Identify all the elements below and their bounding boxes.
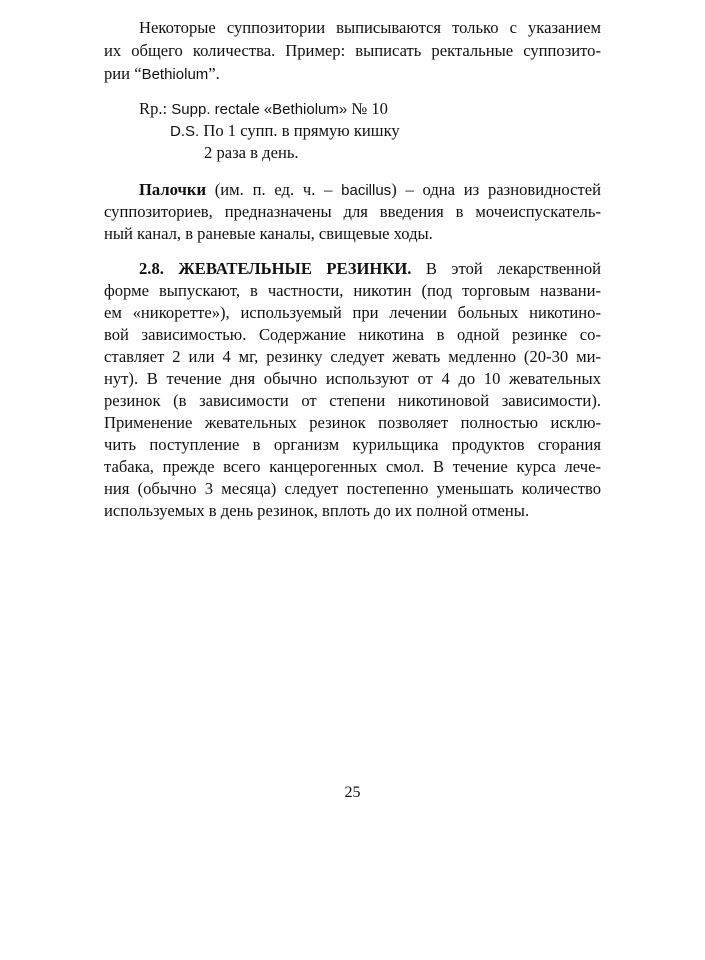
- paragraph-2-line-2: [104, 202, 601, 222]
- paragraph-1-line-3: [104, 64, 601, 84]
- rp-label: Rp.:: [139, 99, 172, 118]
- latin-term: Supp. rectale «Bethiolum»: [171, 101, 348, 118]
- text: В этой лекарственной: [411, 259, 601, 278]
- text: 2 раза в день.: [204, 143, 299, 162]
- text: ем «никоретте»), используемый при лечении больных никотино-: [104, 303, 601, 322]
- text: ния (обычно 3 месяца) следует постепенно уменьшать количество: [104, 479, 601, 498]
- text: ”.: [208, 64, 220, 83]
- prescription-line-3: [204, 143, 299, 163]
- text: Применение жевательных резинок позволяет полностью исклю-: [104, 413, 601, 432]
- section-line: [104, 281, 601, 301]
- prescription-line-1: [139, 99, 388, 120]
- paragraph-1-line-2: [104, 41, 601, 61]
- text: (им. п. ед. ч. –: [206, 180, 342, 199]
- section-line: [104, 413, 601, 433]
- text: ставляет 2 или 4 мг, резинку следует жевать медленно (20-30 ми-: [104, 347, 601, 366]
- ds-label: D.S.: [170, 123, 204, 140]
- text: резинок (в зависимости от степени никотиновой зависимости).: [104, 391, 601, 410]
- paragraph-1-line-1: [139, 18, 601, 38]
- term: Палочки: [139, 180, 207, 199]
- section-line: [104, 347, 601, 367]
- section-line: [104, 369, 601, 389]
- paragraph-2-line-1: [139, 180, 601, 200]
- section-heading: 2.8. ЖЕВАТЕЛЬНЫЕ РЕЗИНКИ.: [139, 259, 412, 278]
- prescription-line-2: [170, 121, 400, 142]
- section-line: [104, 303, 601, 323]
- text: № 10: [347, 99, 388, 118]
- section-line: [104, 457, 601, 477]
- text: нут). В течение дня обычно используют от 4 до 10 жевательных: [104, 369, 601, 388]
- text: рии “: [104, 64, 142, 83]
- text: ный канал, в раневые каналы, свищевые ходы.: [104, 224, 433, 243]
- text: табака, прежде всего канцерогенных смол. В течение курса лече-: [104, 457, 601, 476]
- text: чить поступление в организм курильщика продуктов сгорания: [104, 435, 601, 454]
- text: вой зависимостью. Содержание никотина в одной резинке со-: [104, 325, 601, 344]
- text: их общего количества. Пример: выписать ректальные суппозито-: [104, 41, 601, 60]
- section-line: [104, 479, 601, 499]
- latin-term: Bethiolum: [141, 66, 209, 83]
- text: форме выпускают, в частности, никотин (под торговым названи-: [104, 281, 601, 300]
- text: По 1 супп. в прямую кишку: [203, 121, 400, 140]
- section-line: [104, 435, 601, 455]
- text: ) – одна из разновидностей: [391, 180, 601, 199]
- text: используемых в день резинок, вплоть до их полной отмены.: [104, 501, 530, 520]
- section-line: [104, 391, 601, 411]
- latin-term: bacillus: [341, 182, 392, 199]
- section-heading-line: [139, 259, 601, 279]
- paragraph-2-line-3: [104, 224, 601, 244]
- text: суппозиториев, предназначены для введения в мочеиспускатель-: [104, 202, 601, 221]
- page-number: 25: [344, 784, 361, 801]
- text: Некоторые суппозитории выписываются только с указанием: [139, 18, 601, 37]
- section-line: [104, 325, 601, 345]
- section-line: [104, 501, 601, 521]
